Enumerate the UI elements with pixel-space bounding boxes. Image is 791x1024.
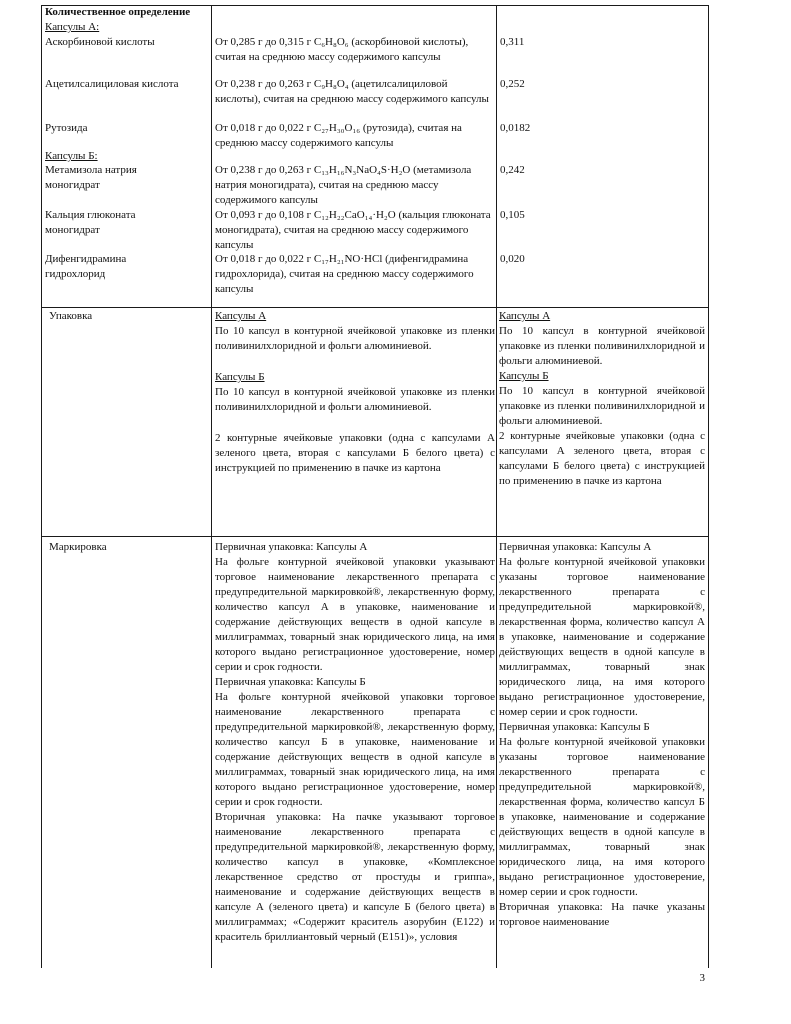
marking-label: Маркировка [49,541,107,553]
spec-table [41,5,709,968]
measured-value: 0,0182 [500,122,531,134]
spec-text: От 0,018 г до 0,022 г C₂₇H₃₀O₁₆ (рутозида), считая на среднюю массу содержимого капсулы [215,122,462,149]
secondary-pack-text: Вторичная упаковка: На пачке указаны торговое наименование [499,901,705,928]
spec-text: От 0,238 г до 0,263 г C₉H₈O₄ (ацетилсалициловой кислоты), считая на среднюю массу содержимого капсулы [215,78,489,105]
ingredient-name: Кальция глюконата моногидрат [45,209,136,236]
packaging-label: Упаковка [49,310,93,322]
group-a-label: Капсулы А: [45,21,100,33]
marking-actual-cell [499,540,705,930]
ingredient-name: Ацетилсалициловая кислота [45,78,179,90]
ingredient-name: Аскорбиновой кислоты [45,36,155,48]
primary-pack-a-text: На фольге контурной ячейковой упаковки указывают торговое наименование лекарственного препарата с предупредительной маркировкой®, лекарственную форму, количество капсул А в упаковке, наименование и содержание действующих веществ в одной капсуле в миллиграммах, товарный знак юридического лица, на имя которого выдано регистрационное удостоверение, номер серии и срок годности. [215,556,495,673]
spec-text: От 0,018 г до 0,022 г C₁₇H₂₁NO·HCl (дифенгидрамина гидрохлорида), считая на среднюю массу содержимого капсулы [215,253,474,295]
primary-pack-b-title: Первичная упаковка: Капсулы Б [215,676,366,688]
primary-pack-a-title: Первичная упаковка: Капсулы А [499,541,652,553]
primary-pack-b-text: На фольге контурной ячейковой упаковки торговое наименование лекарственного препарата с предупредительной маркировкой®, лекарственную форму, количество капсул Б в упаковке, наименование и содержание действующих веществ в одной капсуле в миллиграммах, товарный знак юридического лица, на имя которого выдано регистрационное удостоверение, номер серии и срок годности. [215,691,495,808]
packaging-actual-cell [499,309,705,489]
measured-value: 0,242 [500,164,525,176]
packaging-spec-cell [215,309,495,476]
capsules-a-title: Капсулы А [499,310,551,322]
table-border-right [708,5,709,968]
primary-pack-a-text: На фольге контурной ячейковой упаковки указаны торговое наименование лекарственного препарата с предупредительной маркировкой®, лекарственная форма, количество капсул А в упаковке, наименование и содержание действующих веществ в одной капсуле в миллиграммах, товарный знак юридического лица, на имя которого выдано регистрационное удостоверение, номер серии и срок годности. [499,556,705,718]
ingredient-name: Рутозида [45,122,88,134]
page-number: 3 [699,972,705,984]
measured-value: 0,311 [500,36,525,48]
outer-packaging: 2 контурные ячейковые упаковки (одна с капсулами А зеленого цвета, вторая с капсулами Б белого цвета) с инструкцией по применению в пачке из картона [499,430,705,487]
capsules-b-title: Капсулы Б [499,370,549,382]
outer-packaging: 2 контурные ячейковые упаковки (одна с капсулами А зеленого цвета, вторая с капсулами Б белого цвета) с инструкцией по применению в пачке из картона [215,432,495,474]
table-border-left [41,5,42,968]
measured-value: 0,105 [500,209,525,221]
row-divider-packaging [41,307,709,308]
column-divider-2 [496,5,497,968]
capsules-b-packaging: По 10 капсул в контурной ячейковой упаковке из пленки поливинилхлоридной и фольги алюминиевой. [499,385,705,427]
marking-spec-cell [215,540,495,945]
capsules-a-packaging: По 10 капсул в контурной ячейковой упаковке из пленки поливинилхлоридной и фольги алюминиевой. [499,325,705,367]
quantitative-label-column [45,5,209,280]
row-divider-marking [41,536,709,537]
spec-text: От 0,285 г до 0,315 г C₆H₈O₆ (аскорбиновой кислоты), считая на среднюю массу содержимого капсулы [215,36,469,63]
primary-pack-a-title: Первичная упаковка: Капсулы А [215,541,368,553]
capsules-a-packaging: По 10 капсул в контурной ячейковой упаковке из пленки поливинилхлоридной и фольги алюминиевой. [215,325,495,352]
ingredient-name: Дифенгидрамина гидрохлорид [45,253,127,280]
spec-text: От 0,238 г до 0,263 г C₁₃H₁₆N₃NaO₄S·H₂O (метамизола натрия моногидрата), считая на среднюю массу содержимого капсулы [215,164,472,206]
secondary-pack-text: Вторичная упаковка: На пачке указывают торговое наименование лекарственного препарата с предупредительной маркировкой®, лекарственную форму, количество капсул в упаковке, «Комплексное лекарственное средство от простуды и гриппа», наименование и содержание действующих веществ в капсуле А (зеленого цвета) и капсуле Б (белого цвета) в миллиграммах; «Содержит краситель азорубин (Е122) и краситель бриллиантовый черный (Е151)», условия [215,811,495,943]
measured-value: 0,252 [500,78,525,90]
primary-pack-b-title: Первичная упаковка: Капсулы Б [499,721,650,733]
group-b-label: Капсулы Б: [45,150,98,162]
capsules-b-packaging: По 10 капсул в контурной ячейковой упаковке из пленки поливинилхлоридной и фольги алюминиевой. [215,386,495,413]
measured-value: 0,020 [500,253,525,265]
ingredient-name: Метамизола натрия моногидрат [45,164,137,191]
capsules-a-title: Капсулы А [215,310,267,322]
column-divider-1 [211,5,212,968]
capsules-b-title: Капсулы Б [215,371,265,383]
quantitative-heading: Количественное определение [45,6,191,18]
primary-pack-b-text: На фольге контурной ячейковой упаковки указаны торговое наименование лекарственного препарата с предупредительной маркировкой®, лекарственная форма, количество капсул Б в упаковке, наименование и содержание действующих веществ в одной капсуле в миллиграммах, товарный знак юридического лица, на имя которого выдано регистрационное удостоверение, номер серии и срок годности. [499,736,705,898]
spec-text: От 0,093 г до 0,108 г C₁₂H₂₂CaO₁₄·H₂O (кальция глюконата моногидрата), считая на среднюю массу содержимого капсулы [215,209,491,251]
